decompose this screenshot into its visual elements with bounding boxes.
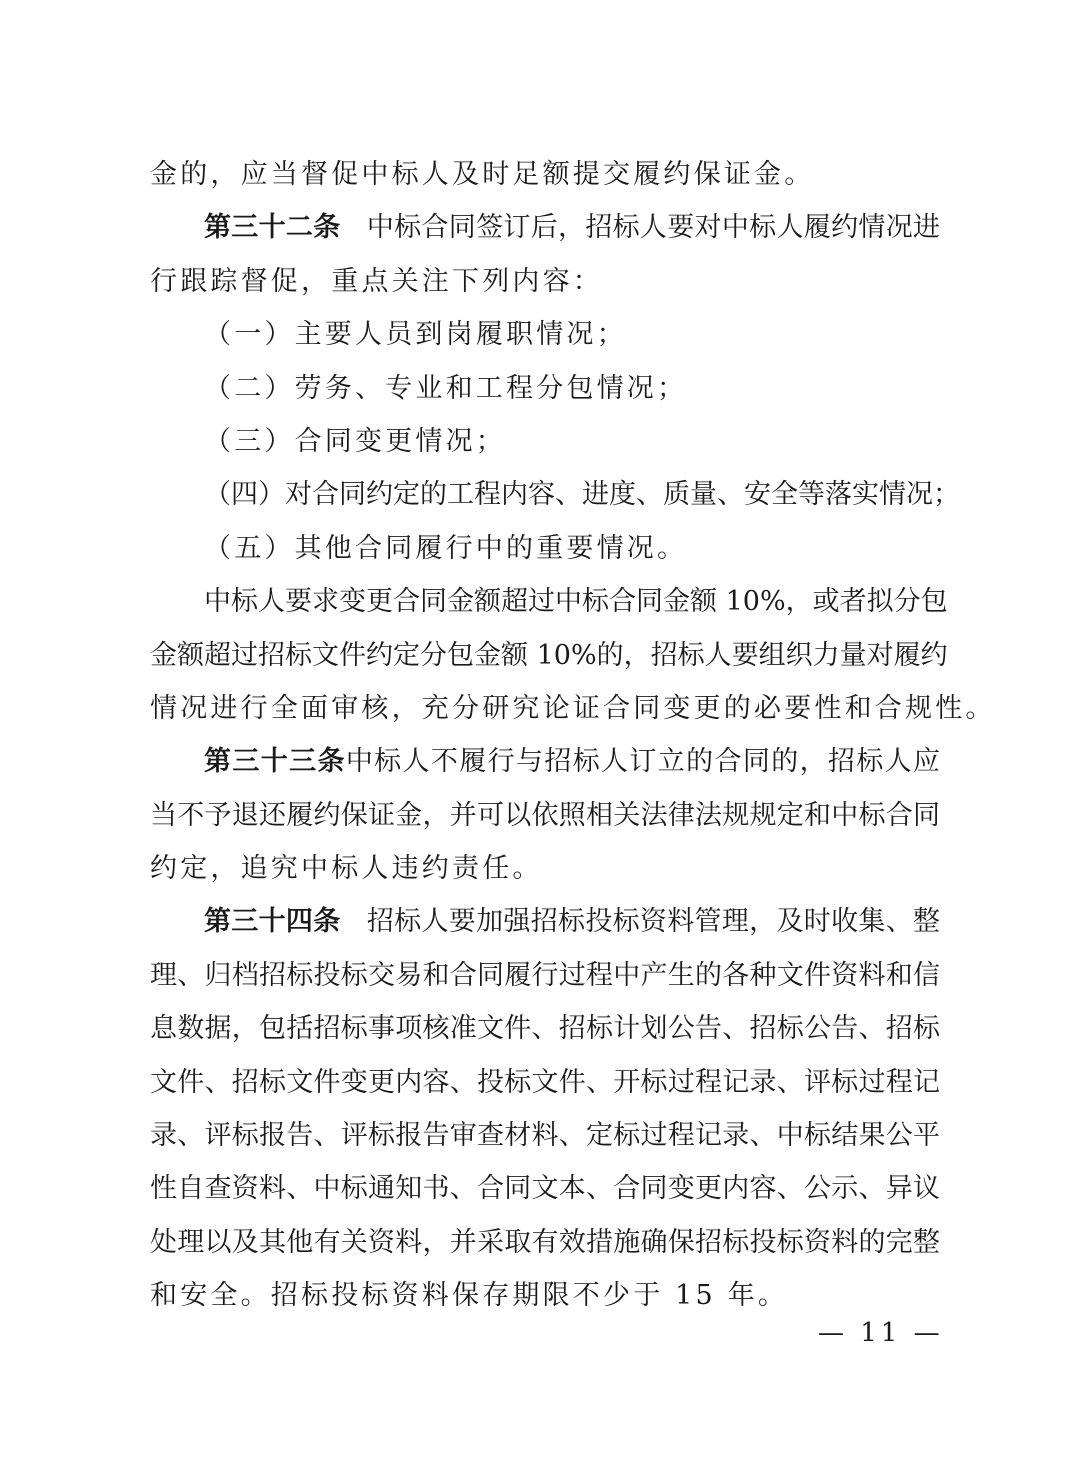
text-line: 招标人要加强招标投标资料管理，及时收集、整 — [366, 906, 941, 938]
list-item: （一）主要人员到岗履职情况； — [204, 319, 627, 351]
list-item: （四）对合同约定的工程内容、进度、质量、安全等落实情况； — [204, 479, 960, 511]
text-line: 中标人要求变更合同金额超过中标合同金额 10%，或者拟分包 — [204, 586, 948, 618]
article-33-paragraph-start — [150, 735, 940, 788]
list-item: （二）劳务、专业和工程分包情况； — [204, 372, 688, 404]
text-line: 文件、招标文件变更内容、投标文件、开标过程记录、评标过程记 — [150, 1066, 940, 1098]
text-line: 录、评标报告、评标报告审查材料、定标过程记录、中标结果公平 — [150, 1120, 940, 1152]
text-line: 行跟踪督促，重点关注下列内容： — [150, 265, 603, 297]
text-line: 金的，应当督促中标人及时足额提交履约保证金。 — [150, 159, 815, 190]
article-34-paragraph-start — [150, 895, 940, 948]
article-heading: 第三十四条 — [204, 906, 341, 938]
article-heading: 第三十三条 — [204, 746, 346, 778]
text-line: 理、归档招标投标交易和合同履行过程中产生的各种文件资料和信 — [150, 959, 940, 991]
page-number: — 11 — — [818, 1318, 944, 1348]
text-line: 金额超过招标文件约定分包金额 10%的，招标人要组织力量对履约 — [150, 639, 948, 671]
text-line: 息数据，包括招标事项核准文件、招标计划公告、招标公告、招标 — [150, 1013, 940, 1045]
text-line: 情况进行全面审核，充分研究论证合同变更的必要性和合规性。 — [150, 692, 996, 724]
text-line: 当不予退还履约保证金，并可以依照相关法律法规规定和中标合同 — [150, 799, 940, 831]
document-body — [150, 148, 996, 1323]
list-item: （五）其他合同履行中的重要情况。 — [204, 532, 688, 564]
article-heading: 第三十二条 — [204, 212, 341, 244]
list-item: （三）合同变更情况； — [204, 425, 506, 457]
text-line: 处理以及其他有关资料，并采取有效措施确保招标投标资料的完整 — [150, 1226, 940, 1258]
text-line: 和安全。招标投标资料保存期限不少于 15 年。 — [150, 1280, 789, 1312]
text-line: 中标合同签订后，招标人要对中标人履约情况进 — [366, 212, 941, 244]
text-line: 中标人不履行与招标人订立的合同的，招标人应 — [345, 746, 941, 778]
text-line: 约定，追究中标人违约责任。 — [150, 853, 543, 885]
article-32-paragraph-start — [150, 201, 940, 254]
text-line: 性自查资料、中标通知书、合同文本、合同变更内容、公示、异议 — [150, 1173, 940, 1205]
